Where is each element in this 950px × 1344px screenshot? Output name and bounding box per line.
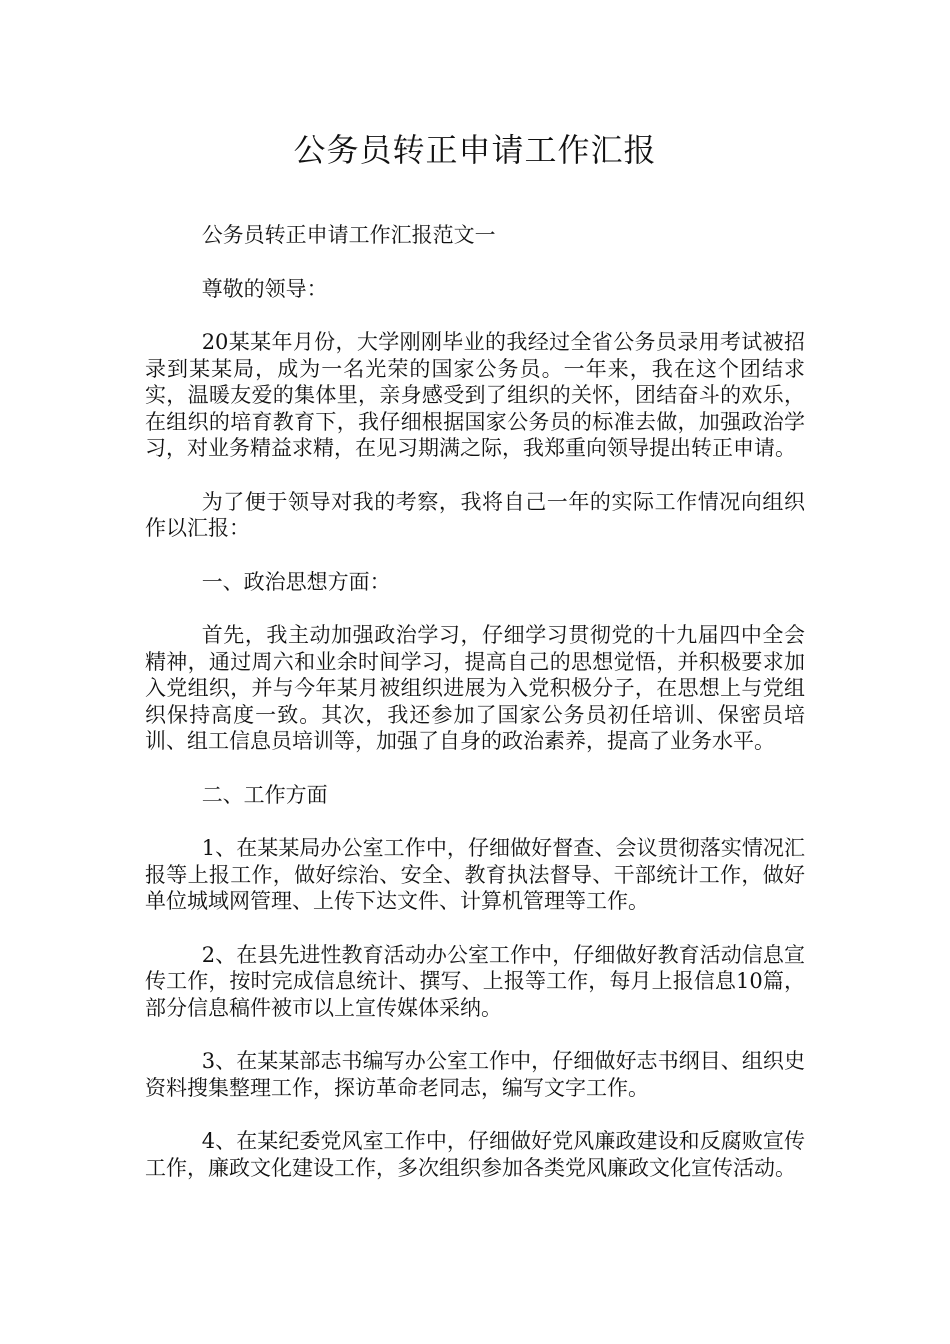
paragraph-work-item-4: 4、在某纪委党风室工作中，仔细做好党风廉政建设和反腐败宣传工作，廉政文化建设工作，多次组织参加各类党风廉政文化宣传活动。	[145, 1129, 805, 1180]
document-body	[145, 222, 805, 1208]
paragraph-work-item-1: 1、在某某局办公室工作中，仔细做好督查、会议贯彻落实情况汇报等上报工作，做好综治、安全、教育执法督导、干部统计工作，做好单位城域网管理、上传下达文件、计算机管理等工作。	[145, 836, 805, 913]
paragraph-salutation: 尊敬的领导：	[201, 276, 328, 301]
paragraph-subtitle: 公务员转正申请工作汇报范文一	[201, 223, 496, 247]
section-heading-work: 二、工作方面	[201, 782, 328, 807]
paragraph-intro: 20某某年月份，大学刚刚毕业的我经过全省公务员录用考试被招录到某某局，成为一名光荣的国家公务员。一年来，我在这个团结求实，温暖友爱的集体里，亲身感受到了组织的关怀，团结奋斗的欢乐，在组织的培育教育下，我仔细根据国家公务员的标准去做，加强政治学习，对业务精益求精，在见习期满之际，我郑重向领导提出转正申请。	[145, 330, 805, 460]
paragraph-work-item-2: 2、在县先进性教育活动办公室工作中，仔细做好教育活动信息宣传工作，按时完成信息统计、撰写、上报等工作，每月上报信息10篇，部分信息稿件被市以上宣传媒体采纳。	[145, 942, 805, 1020]
section-heading-political: 一、政治思想方面：	[201, 569, 391, 594]
paragraph-political: 首先，我主动加强政治学习，仔细学习贯彻党的十九届四中全会精神，通过周六和业余时间学习，提高自己的思想觉悟，并积极要求加入党组织，并与今年某月被组织进展为入党积极分子，在思想上与党组织保持高度一致。其次，我还参加了国家公务员初任培训、保密员培训、组工信息员培训等，加强了自身的政治素养，提高了业务水平。	[145, 623, 805, 753]
paragraph-work-item-3: 3、在某某部志书编写办公室工作中，仔细做好志书纲目、组织史资料搜集整理工作，探访革命老同志，编写文字工作。	[145, 1049, 805, 1100]
document-title: 公务员转正申请工作汇报	[293, 131, 657, 169]
paragraph-report-lead: 为了便于领导对我的考察，我将自己一年的实际工作情况向组织作以汇报：	[145, 489, 805, 540]
